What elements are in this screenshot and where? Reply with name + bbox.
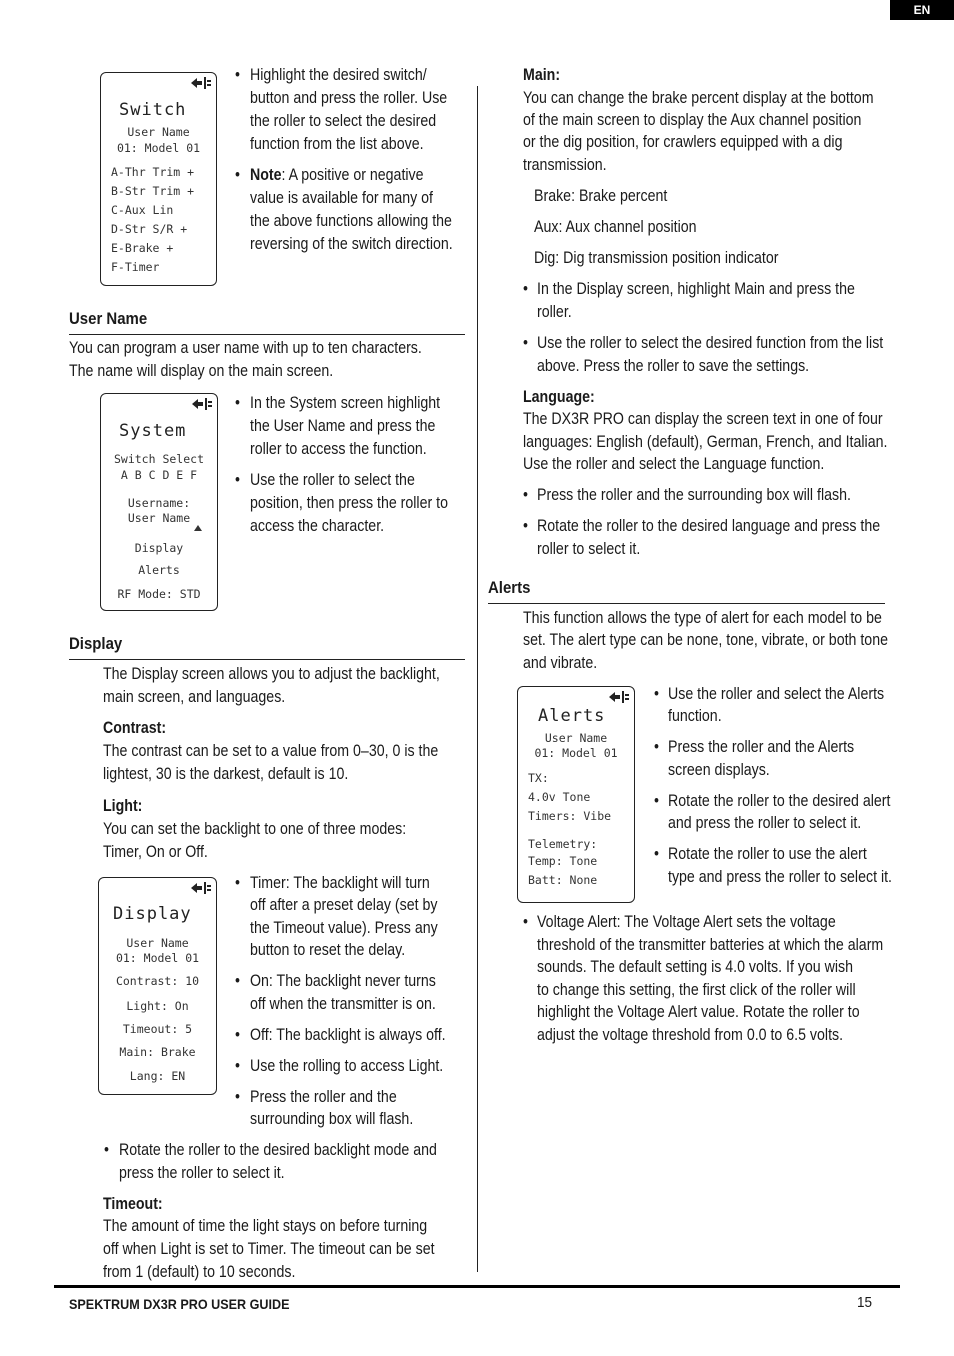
column-divider — [477, 86, 478, 1272]
section-heading-alerts: Alerts — [488, 578, 531, 597]
bullet-line: roller to select it. — [537, 540, 641, 558]
bullet-line: the above functions allowing the — [250, 212, 452, 230]
footer-rule — [54, 1285, 900, 1288]
switch-screen — [100, 72, 217, 286]
screen-line: User Name — [126, 936, 189, 950]
paragraph-line: This function allows the type of alert for each model to be — [523, 609, 882, 627]
subheading-language: Language: — [523, 388, 595, 406]
bullet-line: the roller to select the desired — [250, 112, 437, 130]
bullet-line: Press the roller and the — [250, 1088, 397, 1106]
bullet-line: access the character. — [250, 517, 385, 535]
bullet-line: screen displays. — [668, 761, 770, 779]
bullet-marker: • — [654, 792, 659, 810]
paragraph-line: The name will display on the main screen. — [69, 362, 334, 380]
screen-line: C-Aux Lin — [111, 203, 174, 217]
paragraph-line: transmission. — [523, 156, 607, 174]
bullet-line: button and press the roller. Use — [250, 89, 448, 107]
bullet-line: In the System screen highlight — [250, 394, 441, 412]
bullet-line: off when the transmitter is on. — [250, 995, 436, 1013]
paragraph-line: of the main screen to display the Aux channel position — [523, 111, 862, 129]
screen-line: 01: Model 01 — [534, 746, 618, 760]
alerts-screen — [517, 686, 635, 903]
screen-title: Alerts — [538, 706, 606, 726]
bullet-line: Use the rolling to access Light. — [250, 1057, 444, 1075]
note-bullet-line: Note: A positive or negative — [250, 166, 424, 184]
bullet-line: above. Press the roller to save the settings. — [537, 357, 810, 375]
bullet-marker: • — [523, 913, 528, 931]
bullet-line: off after a preset delay (set by — [250, 896, 438, 914]
bullet-line: On: The backlight never turns — [250, 972, 436, 990]
screen-line: Telemetry: — [528, 837, 598, 851]
screen-line: 4.0v Tone — [528, 790, 591, 804]
bullet-line: Rotate the roller to use the alert — [668, 845, 867, 863]
screen-line: Batt: None — [528, 873, 598, 887]
back-icon — [608, 690, 630, 704]
bullet-marker: • — [235, 471, 240, 489]
main-option: Brake: Brake percent — [534, 187, 668, 205]
screen-line: A B C D E F — [120, 468, 198, 482]
bullet-line: Use the roller to select the — [250, 471, 415, 489]
screen-title: Display — [113, 904, 192, 924]
screen-line: Switch Select — [113, 452, 204, 466]
paragraph-line: or the dig position, for crawlers equipped with a dig — [523, 133, 843, 151]
subheading-timeout: Timeout: — [103, 1195, 163, 1213]
bullet-line: Rotate the roller to the desired alert — [668, 792, 891, 810]
paragraph-line: set. The alert type can be none, tone, vibrate, or both tone — [523, 631, 888, 649]
paragraph-line: The DX3R PRO can display the screen text in one of four — [523, 410, 883, 428]
screen-line: 01: Model 01 — [116, 141, 201, 155]
bullet-line: threshold of the transmitter batteries at which the alarm — [537, 936, 884, 954]
system-screen — [100, 393, 218, 611]
screen-line: B-Str Trim + — [111, 184, 195, 198]
bullet-marker: • — [235, 66, 240, 84]
screen-line: Lang: EN — [129, 1069, 186, 1083]
bullet-line: value is available for many of — [250, 189, 433, 207]
bullet-line: In the Display screen, highlight Main and press the — [537, 280, 855, 298]
bullet-line: Press the roller and the surrounding box will flash. — [537, 486, 851, 504]
bullet-marker: • — [235, 874, 240, 892]
paragraph-line: You can set the backlight to one of three modes: — [103, 820, 407, 838]
subheading-light: Light: — [103, 797, 143, 815]
bullet-line: adjust the voltage threshold from 0.0 to 6.5 volts. — [537, 1026, 844, 1044]
screen-line: Contrast: 10 — [115, 974, 200, 988]
bullet-line: position, then press the roller to — [250, 494, 448, 512]
page-number: 15 — [857, 1294, 873, 1311]
bullet-line: to change this setting, the first click of the roller will — [537, 981, 856, 999]
screen-title: Switch — [119, 100, 187, 120]
screen-line: 01: Model 01 — [115, 951, 200, 965]
bullet-line: function. — [668, 707, 722, 725]
screen-line: Light: On — [126, 999, 189, 1013]
main-option: Dig: Dig transmission position indicator — [534, 249, 779, 267]
bullet-line: reversing of the switch direction. — [250, 235, 453, 253]
bullet-marker: • — [654, 845, 659, 863]
screen-line: Temp: Tone — [528, 854, 598, 868]
bullet-line: Use the roller and select the Alerts — [668, 685, 885, 703]
bullet-marker: • — [235, 972, 240, 990]
paragraph-line: The contrast can be set to a value from 0–30, 0 is the — [103, 742, 439, 760]
bullet-line: Use the roller to select the desired function from the list — [537, 334, 884, 352]
screen-line: D-Str S/R + — [111, 222, 188, 236]
bullet-line: roller. — [537, 303, 572, 321]
bullet-line: and press the roller to select it. — [668, 814, 862, 832]
bullet-line: press the roller to select it. — [119, 1164, 285, 1182]
subheading-contrast: Contrast: — [103, 719, 167, 737]
back-icon — [190, 76, 212, 90]
bullet-marker: • — [235, 1088, 240, 1106]
paragraph-line: Timer, On or Off. — [103, 843, 208, 861]
paragraph-line: languages: English (default), German, French, and Italian. — [523, 433, 888, 451]
bullet-line: highlight the Voltage Alert value. Rotate the roller to — [537, 1003, 860, 1021]
paragraph-line: Use the roller and select the Language function. — [523, 455, 825, 473]
screen-line: Timers: Vibe — [528, 809, 612, 823]
screen-line: User Name — [127, 125, 190, 139]
bullet-line: type and press the roller to select it. — [668, 868, 893, 886]
bullet-marker: • — [654, 738, 659, 756]
note-label: Note — [250, 166, 282, 184]
paragraph-line: lightest, 30 is the darkest, default is 10. — [103, 765, 349, 783]
heading-rule — [69, 659, 465, 660]
bullet-marker: • — [654, 685, 659, 703]
display-screen — [98, 877, 217, 1095]
screen-line: Username: — [127, 496, 191, 510]
screen-line: F-Timer — [111, 260, 160, 274]
bullet-marker: • — [523, 280, 528, 298]
bullet-marker: • — [235, 1057, 240, 1075]
paragraph-line: You can program a user name with up to ten characters. — [69, 339, 422, 357]
heading-rule — [69, 334, 465, 335]
language-tab: EN — [890, 0, 954, 20]
paragraph-line: The Display screen allows you to adjust the backlight, — [103, 665, 440, 683]
bullet-line: Highlight the desired switch/ — [250, 66, 427, 84]
screen-line: Alerts — [138, 563, 180, 577]
bullet-marker: • — [235, 394, 240, 412]
screen-line: RF Mode: STD — [117, 587, 201, 601]
bullet-marker: • — [235, 166, 240, 184]
screen-title: System — [119, 421, 187, 441]
bullet-line: Off: The backlight is always off. — [250, 1026, 446, 1044]
note-text: A positive or negative — [288, 166, 424, 184]
screen-line: Timeout: 5 — [122, 1022, 193, 1036]
screen-line: TX: — [528, 771, 549, 785]
subheading-main: Main: — [523, 66, 561, 84]
paragraph-line: The amount of time the light stays on before turning — [103, 1217, 428, 1235]
paragraph-line: main screen, and languages. — [103, 688, 286, 706]
bullet-marker: • — [104, 1141, 109, 1159]
bullet-line: function from the list above. — [250, 135, 424, 153]
paragraph-line: You can change the brake percent display at the bottom — [523, 89, 874, 107]
screen-line: E-Brake + — [111, 241, 174, 255]
back-icon — [190, 881, 212, 895]
paragraph-line: off when Light is set to Timer. The timeout can be set — [103, 1240, 435, 1258]
bullet-marker: • — [523, 486, 528, 504]
heading-rule — [488, 603, 885, 604]
bullet-line: Rotate the roller to the desired backlight mode and — [119, 1141, 437, 1159]
bullet-marker: • — [523, 517, 528, 535]
screen-line: Main: Brake — [119, 1045, 196, 1059]
section-heading-display: Display — [69, 634, 123, 653]
bullet-marker: • — [523, 334, 528, 352]
screen-line: User Name — [127, 511, 191, 525]
section-heading-user-name: User Name — [69, 309, 148, 328]
bullet-line: the Timeout value). Press any — [250, 919, 438, 937]
paragraph-line: from 1 (default) to 10 seconds. — [103, 1263, 296, 1281]
bullet-marker: • — [235, 1026, 240, 1044]
paragraph-line: and vibrate. — [523, 654, 598, 672]
bullet-line: the User Name and press the — [250, 417, 436, 435]
screen-line: User Name — [544, 731, 608, 745]
bullet-line: sounds. The default setting is 4.0 volts. If you wish — [537, 958, 854, 976]
bullet-line: button to reset the delay. — [250, 941, 406, 959]
screen-line: A-Thr Trim + — [111, 165, 195, 179]
bullet-line: Rotate the roller to the desired language and press the — [537, 517, 881, 535]
bullet-line: roller to access the function. — [250, 440, 427, 458]
back-icon — [191, 397, 213, 411]
bullet-line: Voltage Alert: The Voltage Alert sets the voltage — [537, 913, 836, 931]
bullet-line: Press the roller and the Alerts — [668, 738, 855, 756]
footer-title: SPEKTRUM DX3R PRO USER GUIDE — [69, 1296, 290, 1312]
bullet-line: surrounding box will flash. — [250, 1110, 414, 1128]
cursor-caret-icon — [193, 524, 203, 532]
screen-line: Display — [134, 541, 184, 555]
main-option: Aux: Aux channel position — [534, 218, 697, 236]
bullet-line: Timer: The backlight will turn — [250, 874, 430, 892]
